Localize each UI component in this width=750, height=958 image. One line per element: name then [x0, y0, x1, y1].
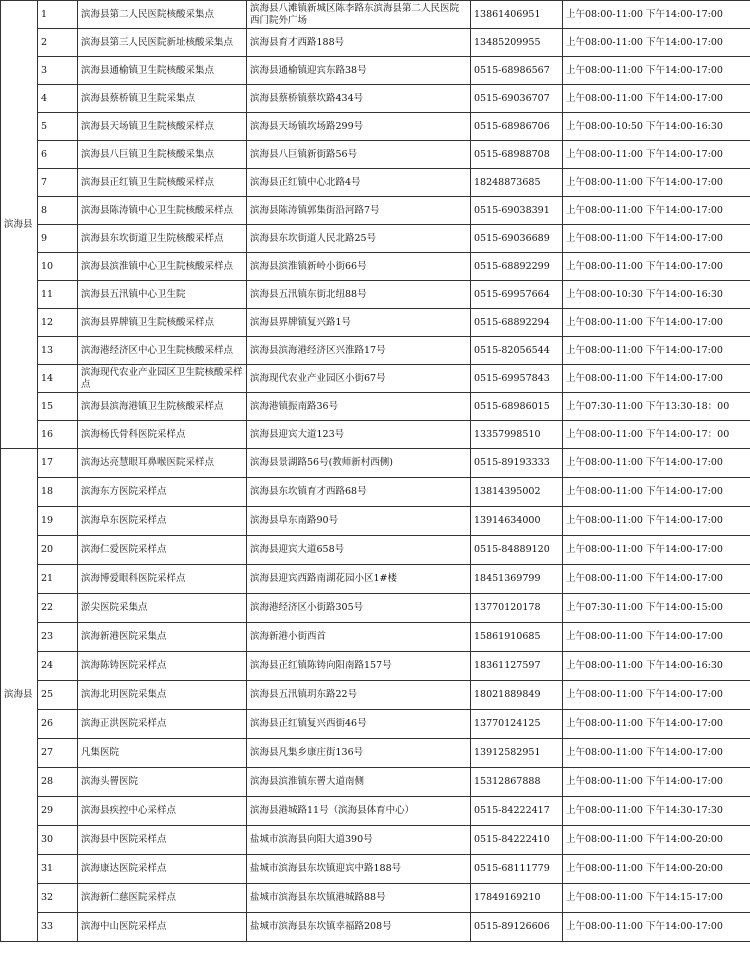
site-name-cell: 滨海现代农业产业园区卫生院核酸采样点 — [78, 365, 247, 393]
hours-cell: 上午08:00-11:00 下午14:00-17:00 — [563, 536, 750, 565]
hours-cell: 上午07:30-11:00 下午14:00-15:00 — [563, 594, 750, 623]
table-row — [1, 29, 750, 57]
address-cell: 滨海县阜东南路90号 — [247, 507, 471, 536]
site-name-cell: 滨海港经济区中心卫生院核酸采样点 — [78, 337, 247, 365]
row-number-cell: 2 — [38, 29, 78, 57]
hours-cell: 上午08:00-11:00 下午14:15-17:00 — [563, 884, 750, 913]
site-name-cell: 滨海县界牌镇卫生院核酸采样点 — [78, 309, 247, 337]
phone-cell: 13485209955 — [471, 29, 563, 57]
row-number-cell: 22 — [38, 594, 78, 623]
site-name-cell: 滨海达亮慧眼耳鼻喉医院采样点 — [78, 449, 247, 478]
hours-cell: 上午08:00-11:00 下午14:00-17:00 — [563, 225, 750, 253]
row-number-cell: 30 — [38, 826, 78, 855]
hours-cell: 上午08:00-11:00 下午14:00-17:00 — [563, 1, 750, 29]
address-cell: 滨海县五汛镇玥东路22号 — [247, 681, 471, 710]
site-name-cell: 滨海县疾控中心采样点 — [78, 797, 247, 826]
hours-cell: 上午08:00-11:00 下午14:00-17:00 — [563, 337, 750, 365]
table-row — [1, 855, 750, 884]
row-number-cell: 15 — [38, 393, 78, 421]
address-cell: 滨海现代农业产业园区小街67号 — [247, 365, 471, 393]
hours-cell: 上午07:30-11:00 下午13:30-18：00 — [563, 393, 750, 421]
table-body — [1, 1, 750, 942]
site-name-cell: 滨海陈铸医院采样点 — [78, 652, 247, 681]
address-cell: 滨海县东坎街道人民北路25号 — [247, 225, 471, 253]
site-name-cell: 滨海头罾医院 — [78, 768, 247, 797]
address-cell: 滨海县迎宾大道123号 — [247, 421, 471, 449]
table-row — [1, 225, 750, 253]
hours-cell: 上午08:00-11:00 下午14:00-17:00 — [563, 913, 750, 942]
row-number-cell: 13 — [38, 337, 78, 365]
address-cell: 滨海县东坎镇育才西路68号 — [247, 478, 471, 507]
hours-cell: 上午08:00-11:00 下午14:00-17：00 — [563, 421, 750, 449]
phone-cell: 0515-68892294 — [471, 309, 563, 337]
address-cell: 滨海县八滩镇新城区陈李路东滨海县第二人民医院西门院外广场 — [247, 1, 471, 29]
table-row — [1, 1, 750, 29]
table-row — [1, 365, 750, 393]
site-name-cell: 滨海县五汛镇中心卫生院 — [78, 281, 247, 309]
address-cell: 滨海港镇振南路36号 — [247, 393, 471, 421]
address-cell: 滨海县滨淮镇新岭小街66号 — [247, 253, 471, 281]
phone-cell: 15861910685 — [471, 623, 563, 652]
phone-cell: 13914634000 — [471, 507, 563, 536]
address-cell: 滨海县蔡桥镇蔡坎路434号 — [247, 85, 471, 113]
table-row — [1, 739, 750, 768]
site-name-cell: 滨海正洪医院采样点 — [78, 710, 247, 739]
row-number-cell: 3 — [38, 57, 78, 85]
site-name-cell: 滨海县天场镇卫生院核酸采样点 — [78, 113, 247, 141]
row-number-cell: 29 — [38, 797, 78, 826]
phone-cell: 0515-68892299 — [471, 253, 563, 281]
site-name-cell: 滨海县蔡桥镇卫生院采集点 — [78, 85, 247, 113]
address-cell: 滨海县滨淮镇东罾大道南侧 — [247, 768, 471, 797]
table-row — [1, 449, 750, 478]
phone-cell: 18361127597 — [471, 652, 563, 681]
table-row — [1, 507, 750, 536]
row-number-cell: 1 — [38, 1, 78, 29]
row-number-cell: 5 — [38, 113, 78, 141]
site-name-cell: 滨海县滨海港镇卫生院核酸采样点 — [78, 393, 247, 421]
row-number-cell: 24 — [38, 652, 78, 681]
table-row — [1, 623, 750, 652]
phone-cell: 0515-89193333 — [471, 449, 563, 478]
hours-cell: 上午08:00-11:00 下午14:00-17:00 — [563, 478, 750, 507]
hours-cell: 上午08:00-11:00 下午14:00-17:00 — [563, 57, 750, 85]
address-cell: 盐城市滨海县东坎镇港城路88号 — [247, 884, 471, 913]
table-row — [1, 253, 750, 281]
address-cell: 滨海县港城路11号（滨海县体育中心） — [247, 797, 471, 826]
phone-cell: 13912582951 — [471, 739, 563, 768]
address-cell: 滨海县景湖路56号(教师新村西侧) — [247, 449, 471, 478]
row-number-cell: 19 — [38, 507, 78, 536]
county-cell: 滨海县 — [1, 1, 38, 449]
table-row — [1, 565, 750, 594]
site-name-cell: 滨海博爱眼科医院采样点 — [78, 565, 247, 594]
hours-cell: 上午08:00-11:00 下午14:00-17:00 — [563, 710, 750, 739]
phone-cell: 0515-69036707 — [471, 85, 563, 113]
hours-cell: 上午08:00-11:00 下午14:00-16:30 — [563, 652, 750, 681]
hours-cell: 上午08:00-11:00 下午14:30-17:30 — [563, 797, 750, 826]
county-cell: 滨海县 — [1, 449, 38, 942]
phone-cell: 0515-89126606 — [471, 913, 563, 942]
phone-cell: 0515-68988708 — [471, 141, 563, 169]
phone-cell: 0515-84222417 — [471, 797, 563, 826]
hours-cell: 上午08:00-11:00 下午14:00-17:00 — [563, 85, 750, 113]
table-row — [1, 536, 750, 565]
address-cell: 滨海县界牌镇复兴路1号 — [247, 309, 471, 337]
hours-cell: 上午08:00-11:00 下午14:00-17:00 — [563, 739, 750, 768]
hours-cell: 上午08:00-11:00 下午14:00-17:00 — [563, 623, 750, 652]
row-number-cell: 18 — [38, 478, 78, 507]
site-name-cell: 滨海仁爱医院采样点 — [78, 536, 247, 565]
site-name-cell: 滨海县陈涛镇中心卫生院核酸采样点 — [78, 197, 247, 225]
row-number-cell: 23 — [38, 623, 78, 652]
site-name-cell: 滨海县八巨镇卫生院核酸采集点 — [78, 141, 247, 169]
address-cell: 滨海县通榆镇迎宾东路38号 — [247, 57, 471, 85]
phone-cell: 18248873685 — [471, 169, 563, 197]
table-row — [1, 197, 750, 225]
phone-cell: 0515-69957664 — [471, 281, 563, 309]
table-row — [1, 337, 750, 365]
hours-cell: 上午08:00-11:00 下午14:00-17:00 — [563, 197, 750, 225]
address-cell: 滨海港经济区小街路305号 — [247, 594, 471, 623]
table-row — [1, 421, 750, 449]
row-number-cell: 33 — [38, 913, 78, 942]
row-number-cell: 8 — [38, 197, 78, 225]
address-cell: 滨海县正红镇中心北路4号 — [247, 169, 471, 197]
row-number-cell: 9 — [38, 225, 78, 253]
row-number-cell: 14 — [38, 365, 78, 393]
table-row — [1, 768, 750, 797]
address-cell: 滨海县陈涛镇郭集街沿河路7号 — [247, 197, 471, 225]
table-row — [1, 169, 750, 197]
table-row — [1, 141, 750, 169]
site-name-cell: 滨海县第二人民医院核酸采集点 — [78, 1, 247, 29]
table-row — [1, 681, 750, 710]
site-name-cell: 滨海新港医院采集点 — [78, 623, 247, 652]
table-row — [1, 393, 750, 421]
row-number-cell: 31 — [38, 855, 78, 884]
site-name-cell: 滨海东方医院采样点 — [78, 478, 247, 507]
table-row — [1, 478, 750, 507]
address-cell: 滨海县育才西路188号 — [247, 29, 471, 57]
phone-cell: 13770124125 — [471, 710, 563, 739]
hours-cell: 上午08:00-10:50 下午14:00-16:30 — [563, 113, 750, 141]
phone-cell: 0515-69038391 — [471, 197, 563, 225]
site-name-cell: 滨海杨氏骨科医院采样点 — [78, 421, 247, 449]
table-row — [1, 826, 750, 855]
address-cell: 滨海县正红镇复兴西街46号 — [247, 710, 471, 739]
phone-cell: 0515-68986567 — [471, 57, 563, 85]
hours-cell: 上午08:00-11:00 下午14:00-17:00 — [563, 565, 750, 594]
table-row — [1, 884, 750, 913]
table-row — [1, 913, 750, 942]
table-row — [1, 710, 750, 739]
row-number-cell: 27 — [38, 739, 78, 768]
address-cell: 滨海县五汛镇东街北纽88号 — [247, 281, 471, 309]
phone-cell: 17849169210 — [471, 884, 563, 913]
hours-cell: 上午08:00-11:00 下午14:00-17:00 — [563, 169, 750, 197]
address-cell: 滨海县正红镇陈铸向阳南路157号 — [247, 652, 471, 681]
site-name-cell: 滨海县通榆镇卫生院核酸采集点 — [78, 57, 247, 85]
site-name-cell: 滨海县第三人民医院新址核酸采集点 — [78, 29, 247, 57]
phone-cell: 0515-69957843 — [471, 365, 563, 393]
phone-cell: 0515-84889120 — [471, 536, 563, 565]
row-number-cell: 6 — [38, 141, 78, 169]
table-row — [1, 57, 750, 85]
phone-cell: 18451369799 — [471, 565, 563, 594]
address-cell: 盐城市滨海县东坎镇迎宾中路188号 — [247, 855, 471, 884]
phone-cell: 15312867888 — [471, 768, 563, 797]
phone-cell: 0515-68111779 — [471, 855, 563, 884]
phone-cell: 13814395002 — [471, 478, 563, 507]
address-cell: 滨海县迎宾西路南湖花园小区1#楼 — [247, 565, 471, 594]
site-name-cell: 滨海县正红镇卫生院核酸采样点 — [78, 169, 247, 197]
address-cell: 盐城市滨海县东坎镇幸福路208号 — [247, 913, 471, 942]
address-cell: 盐城市滨海县向阳大道390号 — [247, 826, 471, 855]
site-name-cell: 滨海县滨淮镇中心卫生院核酸采样点 — [78, 253, 247, 281]
hours-cell: 上午08:00-10:30 下午14:00-16:30 — [563, 281, 750, 309]
table-row — [1, 85, 750, 113]
hours-cell: 上午08:00-11:00 下午14:00-20:00 — [563, 855, 750, 884]
row-number-cell: 7 — [38, 169, 78, 197]
site-name-cell: 滨海阜东医院采样点 — [78, 507, 247, 536]
phone-cell: 0515-82056544 — [471, 337, 563, 365]
site-name-cell: 滨海新仁慈医院采样点 — [78, 884, 247, 913]
row-number-cell: 11 — [38, 281, 78, 309]
site-name-cell: 滨海康达医院采样点 — [78, 855, 247, 884]
site-name-cell: 滨海中山医院采样点 — [78, 913, 247, 942]
hours-cell: 上午08:00-11:00 下午14:00-17:00 — [563, 253, 750, 281]
phone-cell: 13770120178 — [471, 594, 563, 623]
phone-cell: 0515-68986015 — [471, 393, 563, 421]
address-cell: 滨海县八巨镇新街路56号 — [247, 141, 471, 169]
address-cell: 滨海县天场镇坎场路299号 — [247, 113, 471, 141]
row-number-cell: 25 — [38, 681, 78, 710]
phone-cell: 13861406951 — [471, 1, 563, 29]
hours-cell: 上午08:00-11:00 下午14:00-17:00 — [563, 141, 750, 169]
hours-cell: 上午08:00-11:00 下午14:00-17:00 — [563, 507, 750, 536]
hours-cell: 上午08:00-11:00 下午14:00-17:00 — [563, 768, 750, 797]
row-number-cell: 17 — [38, 449, 78, 478]
phone-cell: 0515-68986706 — [471, 113, 563, 141]
phone-cell: 0515-69036689 — [471, 225, 563, 253]
hours-cell: 上午08:00-11:00 下午14:00-17:00 — [563, 29, 750, 57]
site-name-cell: 凡集医院 — [78, 739, 247, 768]
table-row — [1, 113, 750, 141]
row-number-cell: 21 — [38, 565, 78, 594]
row-number-cell: 4 — [38, 85, 78, 113]
table-row — [1, 594, 750, 623]
hours-cell: 上午08:00-11:00 下午14:00-20:00 — [563, 826, 750, 855]
table-row — [1, 652, 750, 681]
row-number-cell: 16 — [38, 421, 78, 449]
hours-cell: 上午08:00-11:00 下午14:00-17:00 — [563, 681, 750, 710]
site-name-cell: 滨海县东坎街道卫生院核酸采样点 — [78, 225, 247, 253]
hours-cell: 上午08:00-11:00 下午14:00-17:00 — [563, 449, 750, 478]
row-number-cell: 20 — [38, 536, 78, 565]
hours-cell: 上午08:00-11:00 下午14:00-17:00 — [563, 365, 750, 393]
row-number-cell: 10 — [38, 253, 78, 281]
row-number-cell: 32 — [38, 884, 78, 913]
site-name-cell: 淤尖医院采集点 — [78, 594, 247, 623]
phone-cell: 13357998510 — [471, 421, 563, 449]
row-number-cell: 26 — [38, 710, 78, 739]
row-number-cell: 12 — [38, 309, 78, 337]
address-cell: 滨海县滨海港经济区兴淮路17号 — [247, 337, 471, 365]
table-row — [1, 309, 750, 337]
site-name-cell: 滨海北玥医院采集点 — [78, 681, 247, 710]
site-name-cell: 滨海县中医院采样点 — [78, 826, 247, 855]
table-row — [1, 281, 750, 309]
phone-cell: 18021889849 — [471, 681, 563, 710]
address-cell: 滨海县凡集乡康庄街136号 — [247, 739, 471, 768]
address-cell: 滨海县迎宾大道658号 — [247, 536, 471, 565]
row-number-cell: 28 — [38, 768, 78, 797]
phone-cell: 0515-84222410 — [471, 826, 563, 855]
table-row — [1, 797, 750, 826]
address-cell: 滨海新港小街西首 — [247, 623, 471, 652]
hours-cell: 上午08:00-11:00 下午14:00-17:00 — [563, 309, 750, 337]
